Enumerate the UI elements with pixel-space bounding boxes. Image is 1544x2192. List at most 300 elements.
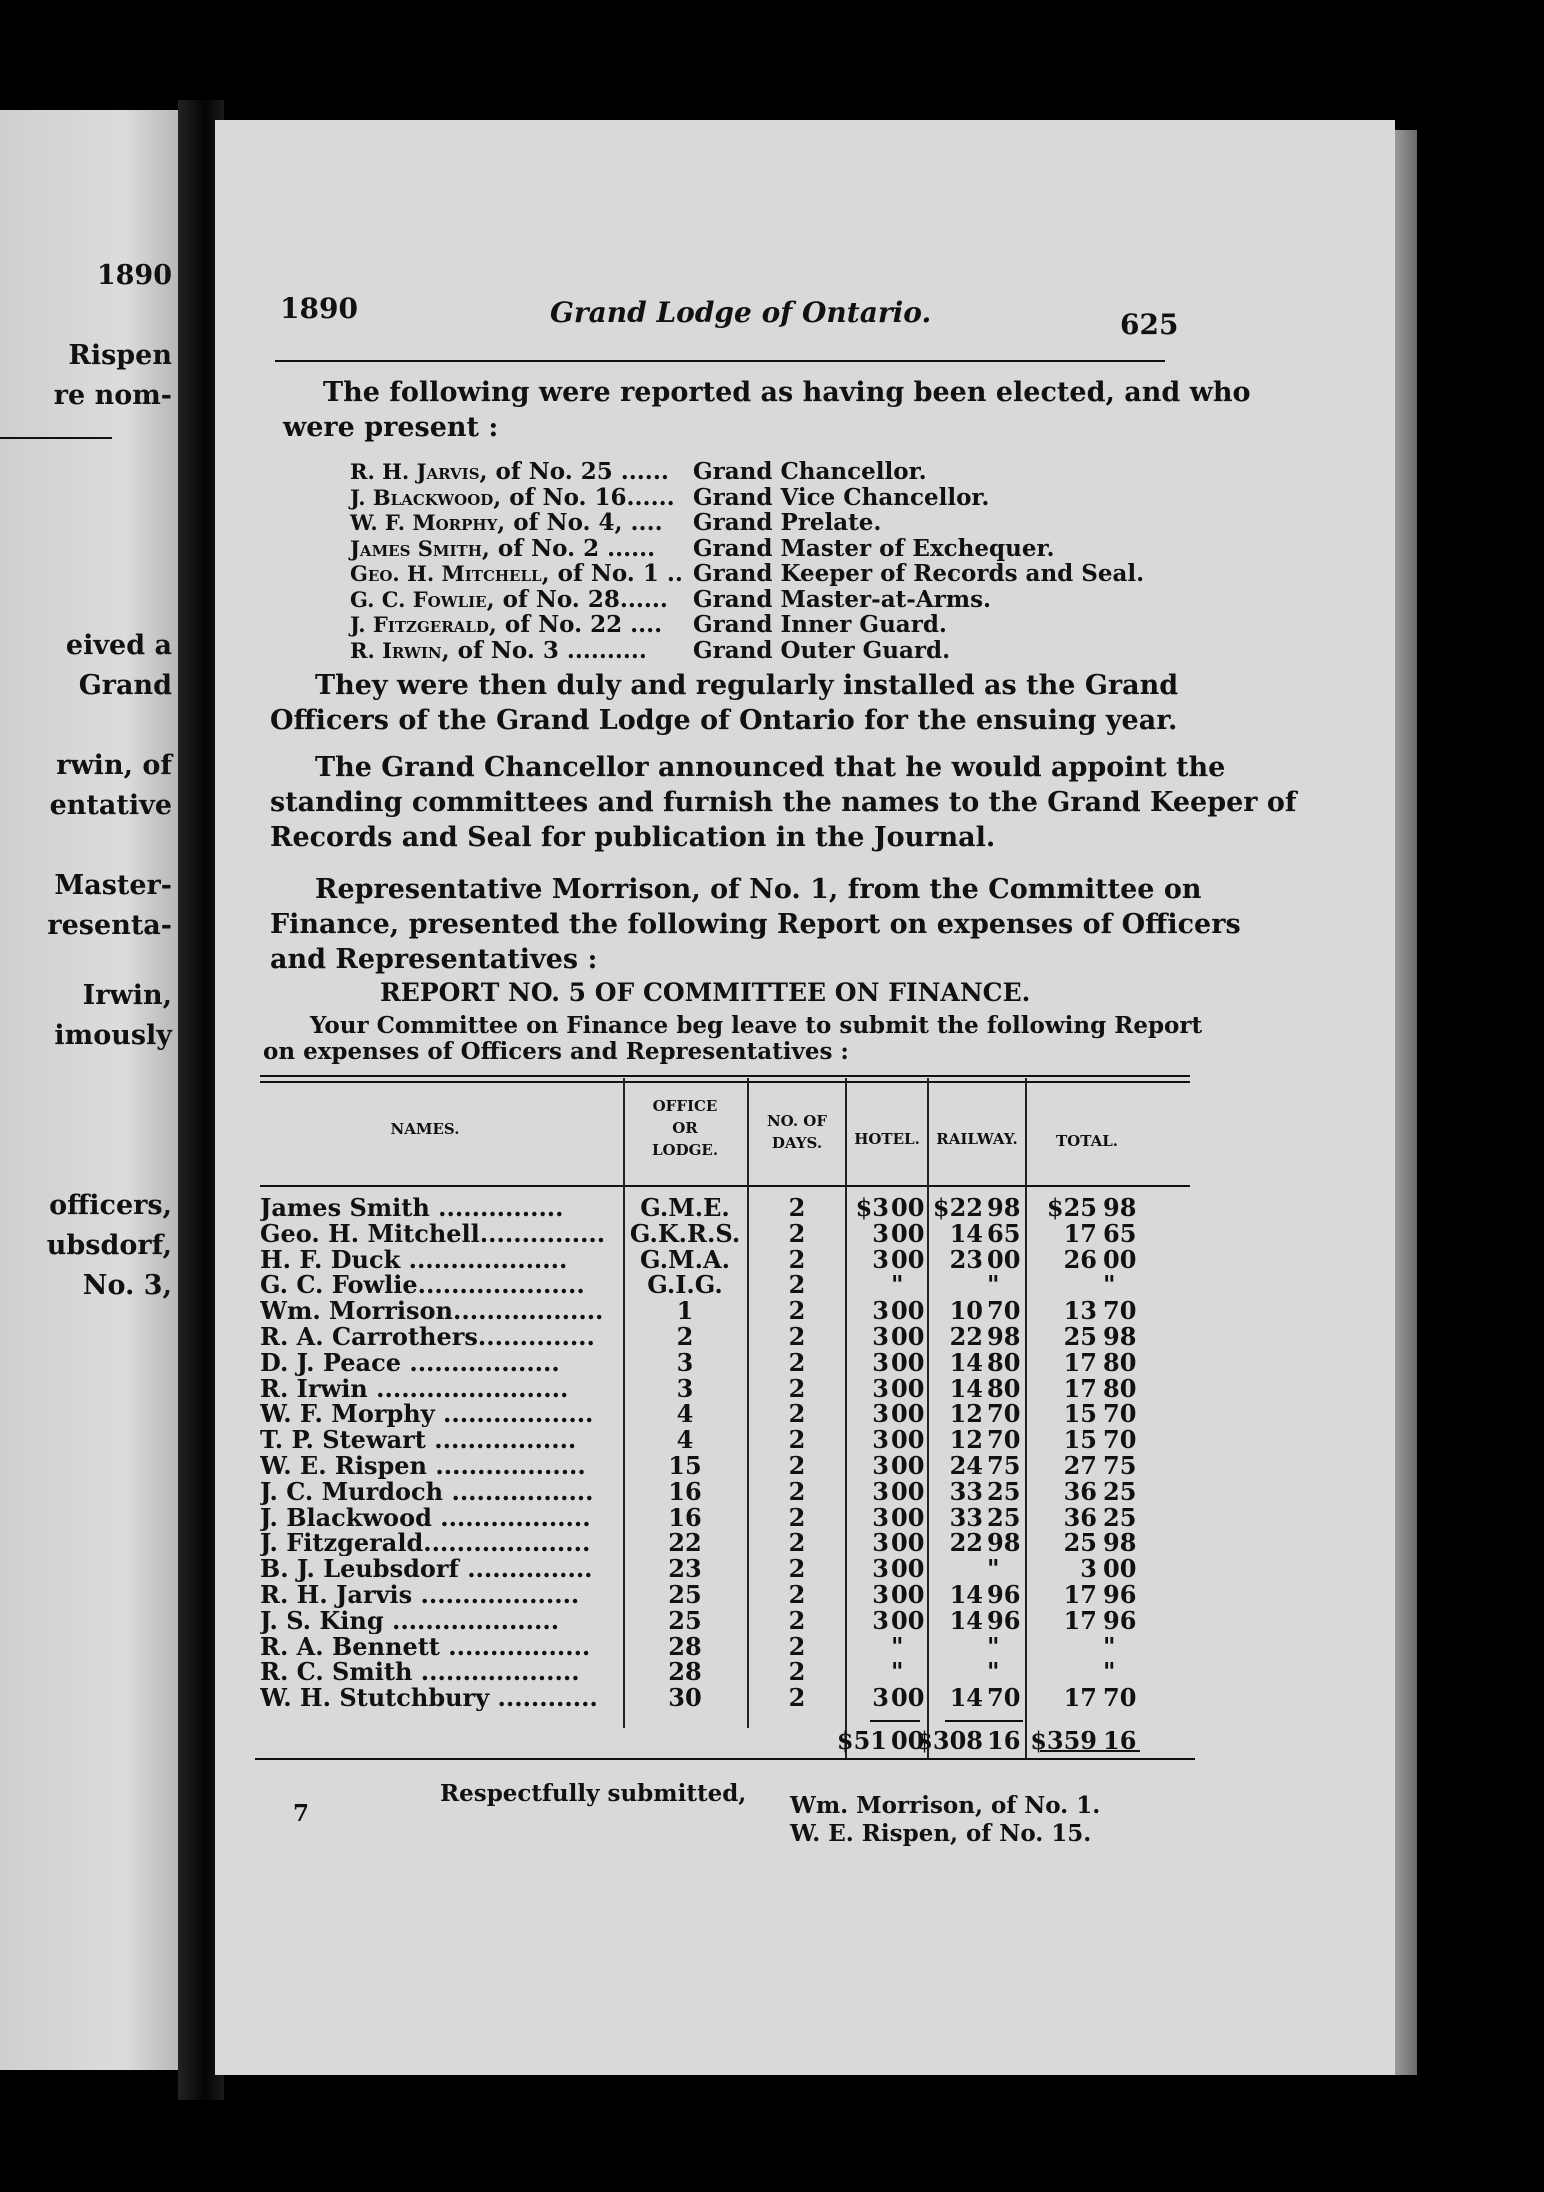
intro-line-2: were present : [283, 412, 499, 443]
row-total-dollars: 17 [1063, 1373, 1097, 1403]
header-rule [275, 360, 1165, 362]
document-page [215, 120, 1395, 2075]
row-total-dollars: 13 [1063, 1296, 1097, 1326]
officer-leader-dots: .... [622, 509, 663, 536]
officer-leader-dots: ...... [612, 458, 669, 485]
row-railway-cents: 75 [987, 1451, 1021, 1480]
row-total-cents: " [1103, 1657, 1116, 1687]
row-total-cents: 00 [1103, 1554, 1137, 1584]
row-name: W. F. Morphy [260, 1401, 435, 1428]
row-name-cell [260, 1401, 620, 1427]
row-leader-dots: ....................... [367, 1375, 569, 1402]
officer-name: Geo. H. Mitchell [350, 561, 542, 586]
officer-entry [350, 560, 683, 587]
row-total-dollars: 17 [1063, 1218, 1097, 1248]
officer-name: G. C. Fowlie [350, 586, 487, 612]
officer-name: R. Irwin [350, 637, 442, 663]
officer-title: Grand Outer Guard. [693, 636, 951, 664]
row-total-dollars: 3 [1080, 1554, 1097, 1584]
row-hotel-cents: 00 [891, 1476, 925, 1506]
row-name: H. F. Duck [260, 1246, 401, 1273]
row-total-cents: 98 [1103, 1528, 1137, 1558]
officer-entry [350, 611, 662, 638]
col-header-railway: RAILWAY. [936, 1130, 1018, 1148]
row-name-cell [260, 1350, 620, 1376]
row-total-dollars: 26 [1063, 1244, 1097, 1274]
row-name-cell [260, 1608, 620, 1634]
total-total-cents: 16 [1103, 1726, 1137, 1755]
row-total-cents: 65 [1103, 1218, 1137, 1248]
rail-sum-rule [945, 1720, 1023, 1722]
row-total-cents: 25 [1103, 1502, 1137, 1532]
row-total-cents: 00 [1103, 1244, 1137, 1274]
row-hotel-dollars: 3 [872, 1502, 889, 1532]
row-railway-cents: 70 [987, 1296, 1021, 1326]
intro-line-1: The following were reported as having been elected, and who [323, 377, 1251, 408]
row-hotel-dollars: 3 [872, 1528, 889, 1558]
row-hotel-cents: 00 [891, 1373, 925, 1403]
row-name: J. C. Murdoch [260, 1478, 444, 1505]
row-leader-dots: .................. [427, 1453, 586, 1479]
row-hotel-dollars: 3 [872, 1244, 889, 1274]
row-name: Geo. H. Mitchell [260, 1220, 480, 1247]
row-total-dollars: 25 [1063, 1322, 1097, 1351]
row-days: 2 [788, 1244, 806, 1274]
row-days: 2 [788, 1502, 806, 1532]
row-total-cents: 96 [1103, 1605, 1137, 1635]
row-railway-cents: 70 [987, 1683, 1021, 1713]
row-name-cell [260, 1685, 620, 1711]
row-hotel-cents: 00 [891, 1322, 925, 1351]
row-hotel-cents: " [891, 1631, 904, 1661]
row-office: 30 [668, 1683, 702, 1713]
row-railway-dollars: 23 [949, 1244, 983, 1274]
row-railway-dollars: 14 [949, 1580, 983, 1609]
row-hotel-cents: 00 [891, 1683, 925, 1713]
row-total-cents: 96 [1103, 1580, 1137, 1609]
page-edge [1395, 130, 1417, 2075]
row-name-cell [260, 1247, 620, 1273]
paragraph-3-line: Representative Morrison, of No. 1, from the Committee on [315, 874, 1202, 905]
row-leader-dots: ................. [439, 1633, 591, 1660]
row-office: 23 [668, 1554, 702, 1584]
row-days: 2 [788, 1580, 806, 1609]
row-days: 2 [788, 1683, 806, 1713]
row-railway-dollars: 14 [949, 1347, 983, 1377]
row-name-cell [260, 1479, 620, 1505]
row-office: G.K.R.S. [629, 1218, 741, 1248]
row-office: 16 [668, 1502, 702, 1532]
total-hotel-cents: 00 [891, 1726, 925, 1755]
signature-mark: 7 [293, 1800, 310, 1827]
row-railway-cents: " [987, 1631, 1000, 1661]
row-office: G.I.G. [647, 1270, 723, 1300]
officer-title: Grand Chancellor. [693, 458, 927, 485]
left-page-fragment: No. 3, [82, 1270, 172, 1301]
row-days: 2 [788, 1425, 806, 1455]
row-hotel-dollars: 3 [872, 1373, 889, 1403]
row-days: 2 [788, 1296, 806, 1326]
officer-entry [350, 509, 663, 536]
report-intro-1: Your Committee on Finance beg leave to submit the following Report [310, 1012, 1203, 1039]
officer-leader-dots: .. [658, 560, 683, 587]
officer-lodge: , of No. 2 [481, 534, 600, 562]
signer-1: Wm. Morrison, of No. 1. [790, 1792, 1101, 1819]
row-days: 2 [788, 1347, 806, 1377]
row-hotel-cents: 00 [891, 1193, 925, 1222]
officer-lodge: , of No. 4, [497, 509, 623, 536]
row-total-dollars: 17 [1063, 1580, 1097, 1609]
row-office: 25 [668, 1605, 702, 1635]
row-office: 15 [668, 1451, 702, 1480]
row-railway-cents: 98 [987, 1193, 1021, 1222]
row-leader-dots: ............... [458, 1556, 593, 1583]
officer-name: J. Blackwood [350, 484, 494, 510]
row-total-dollars: 15 [1063, 1399, 1097, 1429]
row-name-cell [260, 1272, 620, 1298]
officer-entry [350, 586, 668, 613]
row-total-cents: 80 [1103, 1373, 1137, 1403]
row-railway-dollars: 14 [949, 1683, 983, 1713]
row-office: 25 [668, 1580, 702, 1609]
row-railway-cents: 98 [987, 1528, 1021, 1558]
row-hotel-dollars: 3 [872, 1425, 889, 1455]
row-office: 3 [676, 1373, 694, 1403]
row-leader-dots: .................... [383, 1607, 560, 1634]
row-days: 2 [788, 1270, 806, 1300]
row-leader-dots: .................. [434, 1401, 594, 1428]
row-name-cell [260, 1298, 620, 1324]
officer-entry [350, 484, 675, 511]
header-year: 1890 [280, 292, 358, 325]
row-total-dollars: $25 [1046, 1193, 1097, 1222]
row-office: 28 [668, 1631, 702, 1661]
officer-lodge: , of No. 25 [479, 458, 613, 485]
left-page-fragment: re nom- [53, 380, 172, 411]
officer-lodge: , of No. 28 [486, 585, 620, 613]
row-railway-cents: 70 [987, 1399, 1021, 1429]
row-name: T. P. Stewart [260, 1427, 426, 1454]
row-leader-dots: ................... [412, 1582, 580, 1608]
row-railway-dollars: 10 [949, 1296, 983, 1326]
row-hotel-dollars: 3 [872, 1683, 889, 1713]
row-railway-cents: " [987, 1657, 1000, 1687]
row-name-cell [260, 1453, 620, 1479]
row-days: 2 [788, 1193, 806, 1222]
table-top-rule-2 [260, 1081, 1190, 1083]
row-railway-dollars: 14 [949, 1605, 983, 1635]
row-days: 2 [788, 1476, 806, 1506]
row-days: 2 [788, 1399, 806, 1429]
row-total-cents: 70 [1103, 1683, 1137, 1713]
signer-2: W. E. Rispen, of No. 15. [790, 1820, 1092, 1847]
officer-entry [350, 458, 669, 485]
left-page-fragment: ubsdorf, [46, 1230, 172, 1261]
paragraph-3-line: Finance, presented the following Report on expenses of Officers [270, 909, 1241, 940]
row-railway-cents: 00 [987, 1244, 1021, 1274]
row-name: R. C. Smith [260, 1659, 413, 1686]
row-hotel-dollars: 3 [872, 1218, 889, 1248]
row-name: R. A. Bennett [260, 1633, 440, 1660]
table-bottom-rule [255, 1758, 1195, 1760]
row-name-cell [260, 1582, 620, 1608]
row-hotel-cents: 00 [891, 1425, 925, 1455]
row-total-dollars: 27 [1063, 1451, 1097, 1480]
row-hotel-dollars: 3 [872, 1605, 889, 1635]
hotel-sum-rule [870, 1720, 920, 1722]
left-page-fragment: officers, [49, 1190, 172, 1221]
row-hotel-cents: 00 [891, 1554, 925, 1584]
paragraph-1-line: Officers of the Grand Lodge of Ontario for the ensuing year. [270, 705, 1178, 736]
row-days: 2 [788, 1657, 806, 1687]
paragraph-2-line: The Grand Chancellor announced that he would appoint the [315, 752, 1226, 783]
left-page-fragment: resenta- [47, 910, 172, 941]
row-days: 2 [788, 1218, 806, 1248]
officer-lodge: , of No. 16 [493, 483, 627, 511]
row-hotel-cents: 00 [891, 1296, 925, 1326]
row-hotel-dollars: $3 [855, 1193, 889, 1222]
officer-entry [350, 535, 655, 562]
officer-leader-dots: ...... [599, 534, 656, 562]
row-hotel-cents: " [891, 1657, 904, 1687]
row-hotel-dollars: 3 [872, 1322, 889, 1351]
row-name: B. J. Leubsdorf [260, 1556, 459, 1583]
row-leader-dots: ............ [489, 1685, 598, 1712]
row-railway-dollars: 12 [949, 1425, 983, 1455]
officer-title: Grand Master-at-Arms. [693, 585, 992, 613]
row-total-dollars: 17 [1063, 1347, 1097, 1377]
officer-leader-dots: .... [622, 611, 663, 638]
row-total-dollars: 17 [1063, 1605, 1097, 1635]
row-railway-cents: 70 [987, 1425, 1021, 1455]
officer-lodge: , of No. 3 [441, 636, 559, 664]
row-leader-dots: ................... [400, 1246, 568, 1273]
total-railway-cents: 16 [987, 1726, 1021, 1755]
paragraph-1-line: They were then duly and regularly installed as the Grand [315, 670, 1179, 701]
row-leader-dots: .................. [431, 1504, 591, 1531]
row-hotel-dollars: 3 [872, 1451, 889, 1480]
officer-entry [350, 637, 647, 664]
row-hotel-cents: 00 [891, 1399, 925, 1429]
row-hotel-cents: " [891, 1270, 904, 1300]
row-days: 2 [788, 1528, 806, 1558]
row-railway-dollars: 22 [949, 1528, 983, 1558]
row-leader-dots: ............... [429, 1195, 564, 1221]
row-hotel-dollars: 3 [872, 1554, 889, 1584]
paragraph-2-line: Records and Seal for publication in the Journal. [270, 822, 996, 853]
row-leader-dots: .................. [453, 1298, 604, 1325]
officer-name: W. F. Morphy [350, 510, 498, 535]
row-total-cents: 70 [1103, 1425, 1137, 1455]
row-railway-cents: 96 [987, 1605, 1021, 1635]
row-railway-cents: 25 [987, 1476, 1021, 1506]
row-total-cents: 75 [1103, 1451, 1137, 1480]
col-header-total: TOTAL. [1056, 1132, 1118, 1150]
row-name-cell [260, 1556, 620, 1582]
total-railway-dollars: $308 [916, 1726, 983, 1755]
row-hotel-cents: 00 [891, 1451, 925, 1480]
left-page-rule [0, 437, 112, 439]
row-total-dollars: 36 [1063, 1502, 1097, 1532]
row-railway-cents: 80 [987, 1373, 1021, 1403]
row-office: 3 [676, 1347, 694, 1377]
row-railway-dollars: 12 [949, 1399, 983, 1429]
officer-lodge: , of No. 22 [488, 611, 623, 638]
left-page-year: 1890 [96, 260, 172, 291]
row-leader-dots: .................... [417, 1272, 585, 1299]
row-railway-dollars: 24 [949, 1451, 983, 1480]
row-name-cell [260, 1530, 620, 1556]
row-name: W. E. Rispen [260, 1453, 428, 1479]
row-name-cell [260, 1427, 620, 1453]
row-total-dollars: 36 [1063, 1476, 1097, 1506]
row-hotel-dollars: 3 [872, 1476, 889, 1506]
row-total-dollars: 25 [1063, 1528, 1097, 1558]
row-office: 1 [676, 1296, 694, 1326]
row-name-cell [260, 1195, 620, 1221]
row-railway-cents: 25 [987, 1502, 1021, 1532]
row-hotel-cents: 00 [891, 1605, 925, 1635]
row-railway-cents: 80 [987, 1347, 1021, 1377]
row-total-cents: 98 [1103, 1322, 1137, 1351]
row-name: G. C. Fowlie [260, 1272, 418, 1299]
left-page-fragment: eived a [65, 630, 172, 661]
row-leader-dots: .................. [400, 1349, 560, 1376]
row-hotel-cents: 00 [891, 1528, 925, 1558]
total-hotel-dollars: $51 [836, 1726, 887, 1755]
officer-name: J. Fitzgerald [350, 612, 489, 637]
row-railway-dollars: 33 [949, 1476, 983, 1506]
row-hotel-dollars: 3 [872, 1580, 889, 1609]
row-name: R. A. Carrothers [260, 1324, 478, 1350]
row-name: D. J. Peace [260, 1349, 401, 1376]
left-page-fragment: entative [49, 790, 172, 821]
row-railway-cents: 98 [987, 1322, 1021, 1351]
row-railway-dollars: $22 [932, 1193, 983, 1222]
row-total-dollars: 15 [1063, 1425, 1097, 1455]
left-page-fragment: imously [54, 1020, 172, 1051]
col-header-hotel: HOTEL. [854, 1130, 920, 1148]
row-name: Wm. Morrison [260, 1298, 454, 1325]
total-total-dollars: $359 [1030, 1726, 1097, 1755]
left-page-fragment: Rispen [68, 340, 172, 371]
col-header-names: NAMES. [390, 1120, 460, 1138]
row-railway-dollars: 22 [949, 1322, 983, 1351]
row-hotel-cents: 00 [891, 1244, 925, 1274]
closing-text: Respectfully submitted, [440, 1780, 747, 1807]
officer-title: Grand Master of Exchequer. [693, 534, 1055, 562]
left-page-fragment: Grand [78, 670, 172, 701]
officer-lodge: , of No. 1 [541, 560, 659, 587]
row-name: J. Fitzgerald [260, 1530, 424, 1557]
row-name: R. Irwin [260, 1375, 368, 1402]
row-railway-cents: 65 [987, 1218, 1021, 1248]
paragraph-2-line: standing committees and furnish the names to the Grand Keeper of [270, 787, 1297, 818]
row-days: 2 [788, 1554, 806, 1584]
row-leader-dots: ................. [425, 1427, 577, 1454]
row-hotel-cents: 00 [891, 1580, 925, 1609]
row-name: J. S. King [260, 1607, 384, 1634]
paragraph-3-line: and Representatives : [270, 944, 598, 975]
row-days: 2 [788, 1451, 806, 1480]
table-header-rule [260, 1185, 1190, 1187]
row-hotel-cents: 00 [891, 1218, 925, 1248]
officer-leader-dots: ...... [619, 585, 668, 613]
row-days: 2 [788, 1605, 806, 1635]
left-page-fragment: Irwin, [82, 980, 172, 1011]
row-name: R. H. Jarvis [260, 1582, 413, 1608]
officer-title: Grand Keeper of Records and Seal. [693, 560, 1145, 587]
row-total-cents: " [1103, 1631, 1116, 1661]
left-facing-page [0, 110, 178, 2070]
row-leader-dots: .............. [477, 1324, 595, 1350]
row-name-cell [260, 1221, 620, 1247]
row-railway-dollars: 14 [949, 1373, 983, 1403]
row-total-cents: 70 [1103, 1296, 1137, 1326]
officer-leader-dots: .......... [558, 636, 647, 664]
row-office: 4 [676, 1425, 694, 1455]
row-total-cents: " [1103, 1270, 1116, 1300]
row-office: 16 [668, 1476, 702, 1506]
officer-title: Grand Inner Guard. [693, 611, 947, 638]
row-total-cents: 98 [1103, 1193, 1137, 1222]
row-railway-dollars: 14 [949, 1218, 983, 1248]
row-office: G.M.A. [640, 1244, 730, 1274]
row-leader-dots: .................... [423, 1530, 591, 1557]
officer-title: Grand Vice Chancellor. [693, 483, 990, 511]
report-title: REPORT NO. 5 OF COMMITTEE ON FINANCE. [380, 978, 1031, 1007]
row-name-cell [260, 1376, 620, 1402]
row-office: 4 [676, 1399, 694, 1429]
row-name: J. Blackwood [260, 1504, 432, 1531]
row-days: 2 [788, 1631, 806, 1661]
row-railway-cents: " [987, 1554, 1000, 1584]
row-total-cents: 70 [1103, 1399, 1137, 1429]
page-number: 625 [1120, 308, 1179, 341]
row-total-dollars: 17 [1063, 1683, 1097, 1713]
row-name-cell [260, 1505, 620, 1531]
row-hotel-cents: 00 [891, 1502, 925, 1532]
row-hotel-dollars: 3 [872, 1399, 889, 1429]
row-name: James Smith [260, 1195, 430, 1221]
row-name: W. H. Stutchbury [260, 1685, 490, 1712]
row-hotel-dollars: 3 [872, 1296, 889, 1326]
row-railway-cents: " [987, 1270, 1000, 1300]
row-railway-dollars: 33 [949, 1502, 983, 1532]
row-office: 22 [668, 1528, 702, 1558]
header-title: Grand Lodge of Ontario. [550, 296, 932, 329]
row-office: G.M.E. [640, 1193, 730, 1222]
row-office: 28 [668, 1657, 702, 1687]
officer-title: Grand Prelate. [693, 509, 882, 536]
officer-name: R. H. Jarvis [350, 459, 480, 484]
officer-name: James Smith [350, 535, 482, 561]
row-days: 2 [788, 1373, 806, 1403]
row-leader-dots: ............... [479, 1220, 606, 1247]
row-days: 2 [788, 1322, 806, 1351]
row-leader-dots: ................... [412, 1659, 580, 1686]
row-hotel-dollars: 3 [872, 1347, 889, 1377]
col-header-office: OFFICE OR LODGE. [651, 1097, 719, 1159]
row-name-cell [260, 1324, 620, 1350]
row-total-cents: 80 [1103, 1347, 1137, 1377]
left-page-fragment: rwin, of [56, 750, 172, 781]
row-name-cell [260, 1634, 620, 1660]
row-hotel-cents: 00 [891, 1347, 925, 1377]
report-intro-2: on expenses of Officers and Representatives : [263, 1038, 849, 1065]
row-office: 2 [676, 1322, 694, 1351]
row-leader-dots: ................. [443, 1478, 594, 1505]
